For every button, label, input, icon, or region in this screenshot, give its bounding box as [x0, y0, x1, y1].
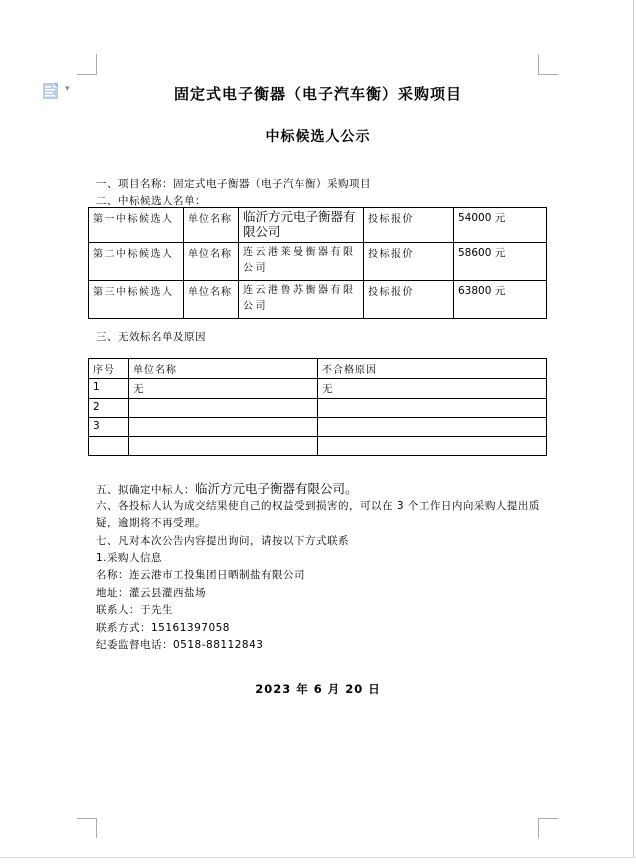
candidate-rank: 第一中标候选人	[89, 208, 184, 243]
section-7-heading: 七、凡对本次公告内容提出询问，请按以下方式联系	[96, 535, 349, 547]
col-header-index: 序号	[89, 359, 129, 379]
unit-name-label: 单位名称	[184, 280, 239, 318]
section-5-winner-name: 临沂方元电子衡器有限公司。	[195, 481, 358, 496]
cell-unit-name	[129, 418, 318, 437]
page-bottom-edge	[0, 857, 636, 858]
candidates-table	[88, 207, 547, 319]
purchaser-address: 地址：灌云县灌西盐场	[96, 587, 206, 599]
table-row	[89, 418, 547, 437]
purchaser-name: 名称：连云港市工投集团日晒制盐有限公司	[96, 569, 305, 581]
unit-name-label: 单位名称	[184, 242, 239, 280]
cell-index: 3	[89, 418, 129, 437]
table-row	[89, 242, 547, 280]
unit-name-value: 临沂方元电子衡器有限公司	[239, 208, 364, 243]
table-row	[89, 437, 547, 456]
cell-index: 2	[89, 399, 129, 418]
cell-index	[89, 437, 129, 456]
purchaser-info-heading: 1.采购人信息	[96, 552, 163, 564]
page-right-edge	[633, 0, 634, 857]
section-3-heading: 三、无效标名单及原因	[96, 331, 206, 343]
cell-reason	[318, 437, 547, 456]
section-2-heading: 二、中标候选人名单：	[96, 195, 206, 207]
contact-phone: 联系方式：15161397058	[96, 622, 230, 634]
candidate-rank: 第二中标候选人	[89, 242, 184, 280]
cell-reason	[318, 399, 547, 418]
unit-name-value: 连云港鲁苏衡器有限公司	[239, 280, 364, 318]
bid-price-label: 投标报价	[364, 280, 454, 318]
cell-index: 1	[89, 379, 129, 399]
cell-unit-name	[129, 399, 318, 418]
section-6-line2: 疑，逾期将不再受理。	[96, 517, 206, 529]
bid-price-value: 58600 元	[454, 242, 547, 280]
page-title: 固定式电子衡器（电子汽车衡）采购项目	[173, 85, 462, 103]
unit-name-value: 连云港莱曼衡器有限公司	[239, 242, 364, 280]
cell-reason	[318, 418, 547, 437]
section-6-line1: 六、各投标人认为成交结果使自己的权益受到损害的，可以在 3 个工作日内向采购人提出质	[96, 500, 540, 512]
col-header-reason: 不合格原因	[318, 359, 547, 379]
page-subtitle: 中标候选人公示	[265, 129, 371, 145]
table-header-row	[89, 359, 547, 379]
section-5-label: 五、拟确定中标人：	[96, 484, 195, 496]
table-row	[89, 280, 547, 318]
table-row	[89, 208, 547, 243]
col-header-unit-name: 单位名称	[129, 359, 318, 379]
chevron-down-icon: ▾	[65, 84, 70, 94]
publish-date: 2023 年 6 月 20 日	[255, 682, 381, 696]
table-row	[89, 379, 547, 399]
cell-unit-name: 无	[129, 379, 318, 399]
contact-person: 联系人：于先生	[96, 604, 173, 616]
table-row	[89, 399, 547, 418]
discipline-supervision-phone: 纪委监督电话：0518-88112843	[96, 639, 264, 651]
bid-price-value: 63800 元	[454, 280, 547, 318]
cell-reason: 无	[318, 379, 547, 399]
invalid-bids-table	[88, 358, 547, 456]
section-5-winner	[96, 479, 358, 497]
unit-name-label: 单位名称	[184, 208, 239, 243]
section-1-project-name: 一、项目名称：固定式电子衡器（电子汽车衡）采购项目	[96, 178, 371, 190]
bid-price-value: 54000 元	[454, 208, 547, 243]
candidate-rank: 第三中标候选人	[89, 280, 184, 318]
cell-unit-name	[129, 437, 318, 456]
bid-price-label: 投标报价	[364, 242, 454, 280]
bid-price-label: 投标报价	[364, 208, 454, 243]
